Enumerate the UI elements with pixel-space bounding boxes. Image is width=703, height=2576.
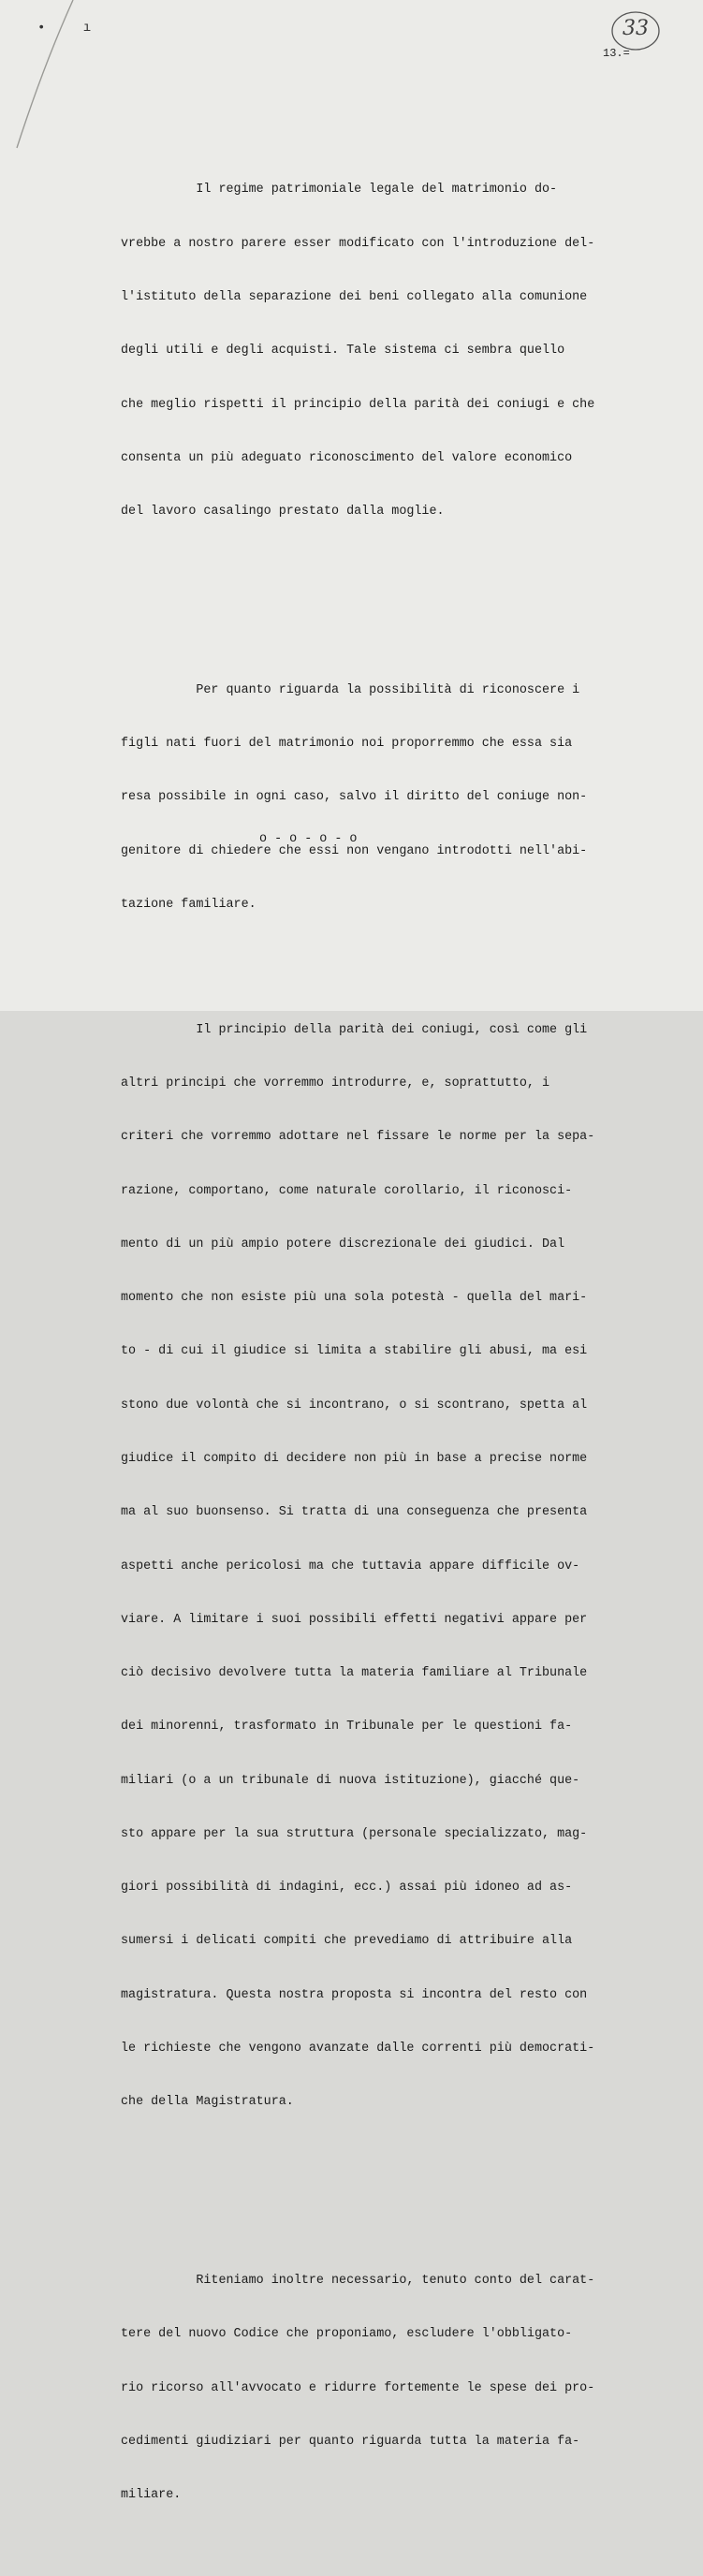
text-line: figli nati fuori del matrimonio noi proporremmo che essa sia	[121, 737, 573, 752]
text-line: Il regime patrimoniale legale del matrimonio do-	[121, 183, 558, 198]
text-line: altri principi che vorremmo introdurre, e, soprattutto, i	[121, 1076, 550, 1090]
circled-number-text: 33	[622, 17, 649, 40]
text-line: le richieste che vengono avanzate dalle correnti più democrati-	[121, 2042, 595, 2056]
text-line: genitore di chiedere che essi non vengano introdotti nell'abi-	[121, 843, 588, 858]
text-line: magistratura. Questa nostra proposta si incontra del resto con	[121, 1987, 588, 2002]
text-line: ciò decisivo devolvere tutta la materia familiare al Tribunale	[121, 1666, 588, 1681]
text-line: degli utili e degli acquisti. Tale sistema ci sembra quello	[121, 344, 565, 359]
text-line: momento che non esiste più una sola potestà - quella del mari-	[121, 1291, 588, 1306]
text-line: mento di un più ampio potere discrezionale dei giudici. Dal	[121, 1237, 565, 1251]
paragraph-4	[121, 2236, 654, 2540]
text-line: rio ricorso all'avvocato e ridurre fortemente le spese dei pro-	[121, 2380, 595, 2395]
text-line: vrebbe a nostro parere esser modificato con l'introduzione del-	[121, 236, 595, 251]
text-line: viare. A limitare i suoi possibili effetti negativi appare per	[121, 1612, 588, 1627]
text-line: del lavoro casalingo prestato dalla moglie.	[121, 505, 445, 520]
text-line: l'istituto della separazione dei beni collegato alla comunione	[121, 289, 588, 304]
text-line: Riteniamo inoltre necessario, tenuto conto del carat-	[121, 2274, 595, 2289]
text-line: giori possibilità di indagini, ecc.) assai più idoneo ad as-	[121, 1881, 573, 1895]
paragraph-1	[121, 145, 654, 556]
text-line: ma al suo buonsenso. Si tratta di una conseguenza che presenta	[121, 1505, 588, 1520]
text-line: dei minorenni, trasformato in Tribunale per le questioni fa-	[121, 1720, 573, 1734]
text-line: che della Magistratura.	[121, 2095, 294, 2110]
paragraph-3	[121, 986, 654, 2147]
text-line: sumersi i delicati compiti che prevediamo di attribuire alla	[121, 1934, 573, 1949]
text-line: che meglio rispetti il principio della parità dei coniugi e che	[121, 397, 595, 412]
punch-marks: • ı	[37, 21, 107, 36]
text-line: resa possibile in ogni caso, salvo il diritto del coniuge non-	[121, 790, 588, 805]
text-line: tere del nuovo Codice che proponiamo, escludere l'obbligato-	[121, 2327, 573, 2342]
document-body	[121, 110, 654, 2576]
text-line: giudice il compito di decidere non più in base a precise norme	[121, 1451, 588, 1466]
text-line: aspetti anche pericolosi ma che tuttavia appare difficile ov-	[121, 1559, 580, 1573]
text-line: miliare.	[121, 2488, 182, 2503]
text-line: consenta un più adeguato riconoscimento del valore economico	[121, 450, 573, 465]
text-line: sto appare per la sua struttura (personale specializzato, mag-	[121, 1826, 588, 1841]
text-line: miliari (o a un tribunale di nuova istituzione), giacché que-	[121, 1773, 580, 1788]
text-line: tazione familiare.	[121, 898, 256, 913]
text-line: criteri che vorremmo adottare nel fissare le norme per la sepa-	[121, 1130, 595, 1145]
text-line: cedimenti giudiziari per quanto riguarda tutta la materia fa-	[121, 2435, 580, 2449]
text-line: to - di cui il giudice si limita a stabilire gli abusi, ma esi	[121, 1344, 588, 1359]
text-line: Per quanto riguarda la possibilità di riconoscere i	[121, 682, 580, 697]
page-number: 13.=	[603, 47, 630, 60]
text-line: Il principio della parità dei coniugi, così come gli	[121, 1022, 588, 1037]
text-line: stono due volontà che si incontrano, o si scontrano, spetta al	[121, 1398, 588, 1412]
paragraph-2	[121, 646, 654, 950]
text-line: razione, comportano, come naturale corollario, il riconosci-	[121, 1183, 573, 1198]
closing-ornament: o - o - o - o	[259, 832, 358, 846]
